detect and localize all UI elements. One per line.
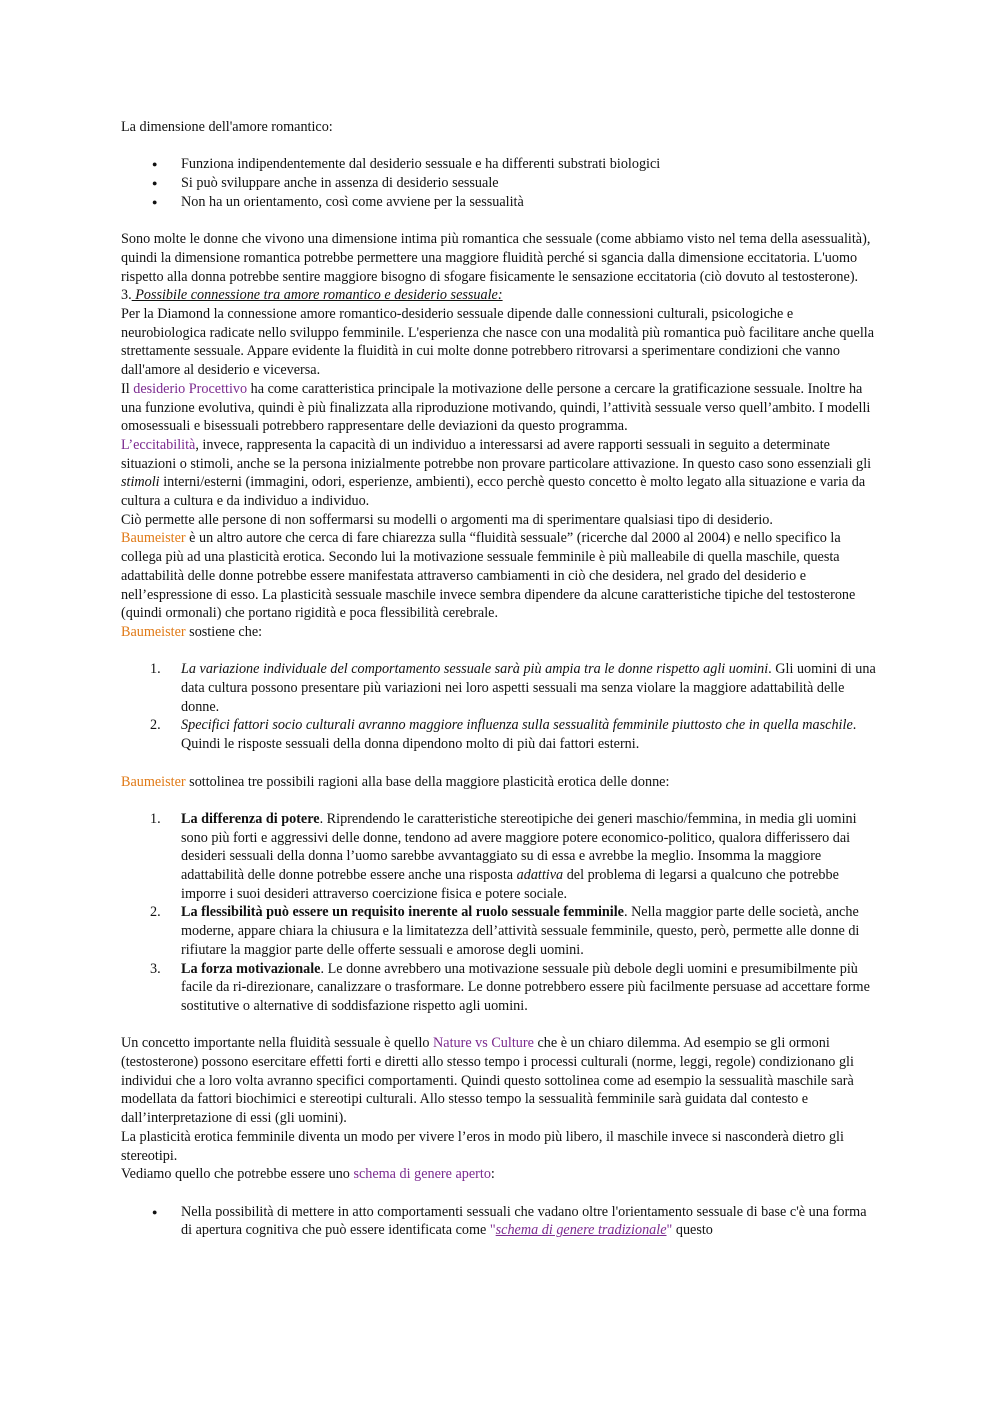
text-run: . Riprendendo le caratteristiche stereotipiche dei generi maschio/femmina, in media gli uomini sono più forti e aggressivi delle donne, tendono ad avere maggiore potere economico-politico, qualora differissero dai desideri sessuali della donna l’uomo sarebbe avvantaggiato su di essa e avrebbe la meglio. Insomma la maggiore adattabilità delle donne potrebbe essere anche una risposta: [181, 810, 857, 884]
text-run: interni/esterni (immagini, odori, esperienze, ambienti), ecco perchè questo concetto è molto legato alla situazione e varia da cultura a cultura e da individuo a individuo.: [121, 474, 866, 510]
eccitabilita-paragraph: [121, 436, 881, 511]
text-run: . Quindi le risposte sessuali della donna dipendono molto di più dai fattori esterni.: [181, 717, 857, 753]
text-run: del problema di legarsi a qualcuno che potrebbe imporre i suoi desideri attraverso coercizione fisica e potere sociale.: [181, 867, 839, 902]
text-run: Un concetto importante nella fluidità sessuale è quello: [121, 1035, 434, 1052]
diamond-paragraph: Per la Diamond la connessione amore romantico-desiderio sessuale dipende dalle connessioni culturali, psicologiche e neurobiologica radicate nello sviluppo femminile. L'esperienza che nasce con una modalità più romantica può facilitare anche quella strettamente sessuale. Appare evidente la fluidità in cui molte donne potrebbero ritrovarsi a sperimentare condizioni che vanno dall'amore al desiderio e viceversa.: [121, 306, 875, 379]
list-number: 1.: [150, 661, 161, 678]
list-item: [121, 660, 881, 716]
emphasis-text: Specifici fattori socio culturali avranno maggiore influenza sulla sessualità femminile piuttosto che in quella maschile: [181, 717, 853, 734]
heading-text: Possibile connessione tra amore romantico e desiderio sessuale:: [131, 287, 503, 304]
emphasis-text: La variazione individuale del comportamento sessuale sarà più ampia tra le donne rispetto agli uomini: [181, 661, 769, 678]
baumeister-claims-list: [121, 660, 881, 754]
baumeister-reasons-intro: [121, 773, 881, 792]
bold-text: La differenza di potere: [181, 810, 320, 827]
list-item: [121, 810, 881, 904]
term-desiderio-procettivo: desiderio Procettivo: [133, 380, 248, 397]
list-item: [121, 1203, 881, 1240]
term-baumeister: Baumeister: [121, 623, 186, 640]
quote-mark: ": [666, 1222, 673, 1239]
nature-culture-paragraph: [121, 1034, 881, 1128]
text-run: Vediamo quello che potrebbe essere uno: [121, 1166, 354, 1183]
term-baumeister: Baumeister: [121, 530, 186, 547]
text-run: è un altro autore che cerca di fare chiarezza sulla “fluidità sessuale” (ricerche dal 2000 al 2004) e nello specifico la collega più ad una plasticità erotica. Secondo lui la motivazione sessuale femminile è più malleabile di quella maschile, questa adattabilità delle donne potrebbe essere manifestata attraverso cambiamenti in ciò che desidera, nel grado del desiderio e nell’espressione di esso. La plasticità sessuale maschile invece sembra dipendere da alcune caratteristiche tipiche del testosterone (quindi ormonali) che portano rigidità e poca flessibilità cerebrale.: [121, 530, 856, 622]
emphasis-adattiva: adattiva: [516, 867, 564, 884]
section-heading-3: [121, 286, 881, 305]
schema-paragraph: [121, 1165, 881, 1184]
women-romantic-paragraph: Sono molte le donne che vivono una dimensione intima più romantica che sessuale (come abbiamo visto nel tema della asessualità), quindi la dimensione romantica potrebbe permettere una maggiore fluidità perché si sgancia dalla dimensione eccitatoria. L'uomo rispetto alla donna potrebbe sentire maggiore bisogno di sfogare fisicamente le sensazione eccitatoria (ciò dovuto al testosterone).: [121, 231, 871, 285]
text-run: :: [490, 1166, 495, 1183]
text-run: . Le donne avrebbero una motivazione sessuale più debole degli uomini e presumibilmente più facile da ri-direzionare, canalizzare o trasformare. Le donne potrebbero essere più facilmente persuase ad accettare forme sostitutive o alternative di soddisfazione rispetto agli uomini.: [181, 960, 870, 1014]
list-item: [121, 716, 881, 753]
list-number: 2.: [150, 904, 161, 921]
text-run: sostiene che:: [185, 623, 263, 640]
list-item: ● Funziona indipendentemente dal desiderio sessuale e ha differenti substrati biologici: [121, 155, 881, 174]
list-item: [121, 960, 881, 1016]
list-number: 2.: [150, 717, 161, 734]
baumeister-sostiene: [121, 623, 881, 642]
intro-paragraph: La dimensione dell'amore romantico:: [121, 119, 333, 135]
text-run: . Nella maggior parte delle società, anche moderne, appare chiara la chiusura e la limitatezza dell’attività sessuale femminile, questo, però, permette alle donne di rifiutare la maggior parte delle offerte sessuali e amorose degli uomini.: [181, 904, 860, 958]
text-run: , invece, rappresenta la capacità di un individuo a interessarsi ad avere rapporti sessuali in seguito a determinate situazioni o stimoli, anche se la persona inizialmente potrebbe non provare particolare attivazione. In questo caso sono essenziali gli: [121, 436, 872, 472]
bold-text: La forza motivazionale: [181, 960, 321, 977]
text-run: Il: [121, 380, 134, 397]
plasticita-paragraph: La plasticità erotica femminile diventa un modo per vivere l’eros in modo più libero, il maschile invece si nasconderà dietro gli stereotipi.: [121, 1128, 844, 1164]
term-nature-vs-culture: Nature vs Culture: [433, 1035, 534, 1052]
emphasis-stimoli: stimoli: [121, 474, 160, 491]
term-schema-genere-aperto: schema di genere aperto: [353, 1166, 491, 1183]
text-run: . Gli uomini di una data cultura possono presentare più variazioni nei loro aspetti sessuali ma senza violare la maggiore adattabilità delle donne.: [181, 661, 876, 715]
list-item: ● Si può sviluppare anche in assenza di desiderio sessuale: [121, 174, 881, 193]
plasticity-reasons-list: [121, 810, 881, 1016]
term-baumeister: Baumeister: [121, 773, 186, 790]
text-run: Nella possibilità di mettere in atto comportamenti sessuali che vadano oltre l'orientamento sessuale di base c'è una forma di apertura cognitiva che può essere identificata come: [181, 1203, 867, 1239]
schema-list: [121, 1203, 881, 1240]
list-item: [121, 903, 881, 959]
schema-tradizionale-link[interactable]: schema di genere tradizionale: [495, 1222, 667, 1239]
list-item: ● Non ha un orientamento, così come avviene per la sessualità: [121, 193, 881, 212]
bold-text: La flessibilità può essere un requisito inerente al ruolo sessuale femminile: [181, 904, 624, 921]
list-number: 1.: [150, 810, 161, 827]
procettivo-paragraph: [121, 380, 881, 436]
baumeister-paragraph: [121, 529, 881, 623]
text-run: ha come caratteristica principale la motivazione delle persone a cercare la gratificazione sessuale. Inoltre ha una funzione evolutiva, quindi è più finalizzata alla riproduzione motivando, quindi, l’attività sessuale verso quell’ambito. I modelli omosessuali e bisessuali potrebbero rappresentare delle deviazioni da questo programma.: [121, 380, 871, 435]
romantic-love-list: [121, 155, 881, 211]
text-run: che è un chiaro dilemma. Ad esempio se gli ormoni (testosterone) possono esercitare effetti forti e diretti allo stesso tempo i processi culturali (norme, leggi, regole) condizionano gli individui che a loro volta avranno specifici comportamenti. Quindi questo sottolinea come ad esempio la sessualità maschile sarà modellata da fattori biochimici e stereotipi culturali. Allo stesso tempo la sessualità femminile sarà guidata dal contesto e dall’interpretazione di essi (gli uomini).: [121, 1035, 854, 1127]
quote-mark: ": [489, 1222, 496, 1239]
term-eccitabilita: L’eccitabilità: [121, 436, 196, 453]
text-run: sottolinea tre possibili ragioni alla base della maggiore plasticità erotica delle donne:: [185, 773, 670, 790]
heading-number: 3.: [121, 287, 132, 304]
cio-paragraph: Ciò permette alle persone di non soffermarsi su modelli o argomenti ma di sperimentare qualsiasi tipo di desiderio.: [121, 511, 773, 528]
text-run: questo: [672, 1222, 713, 1239]
document-page: [121, 118, 881, 1240]
list-number: 3.: [150, 960, 161, 977]
